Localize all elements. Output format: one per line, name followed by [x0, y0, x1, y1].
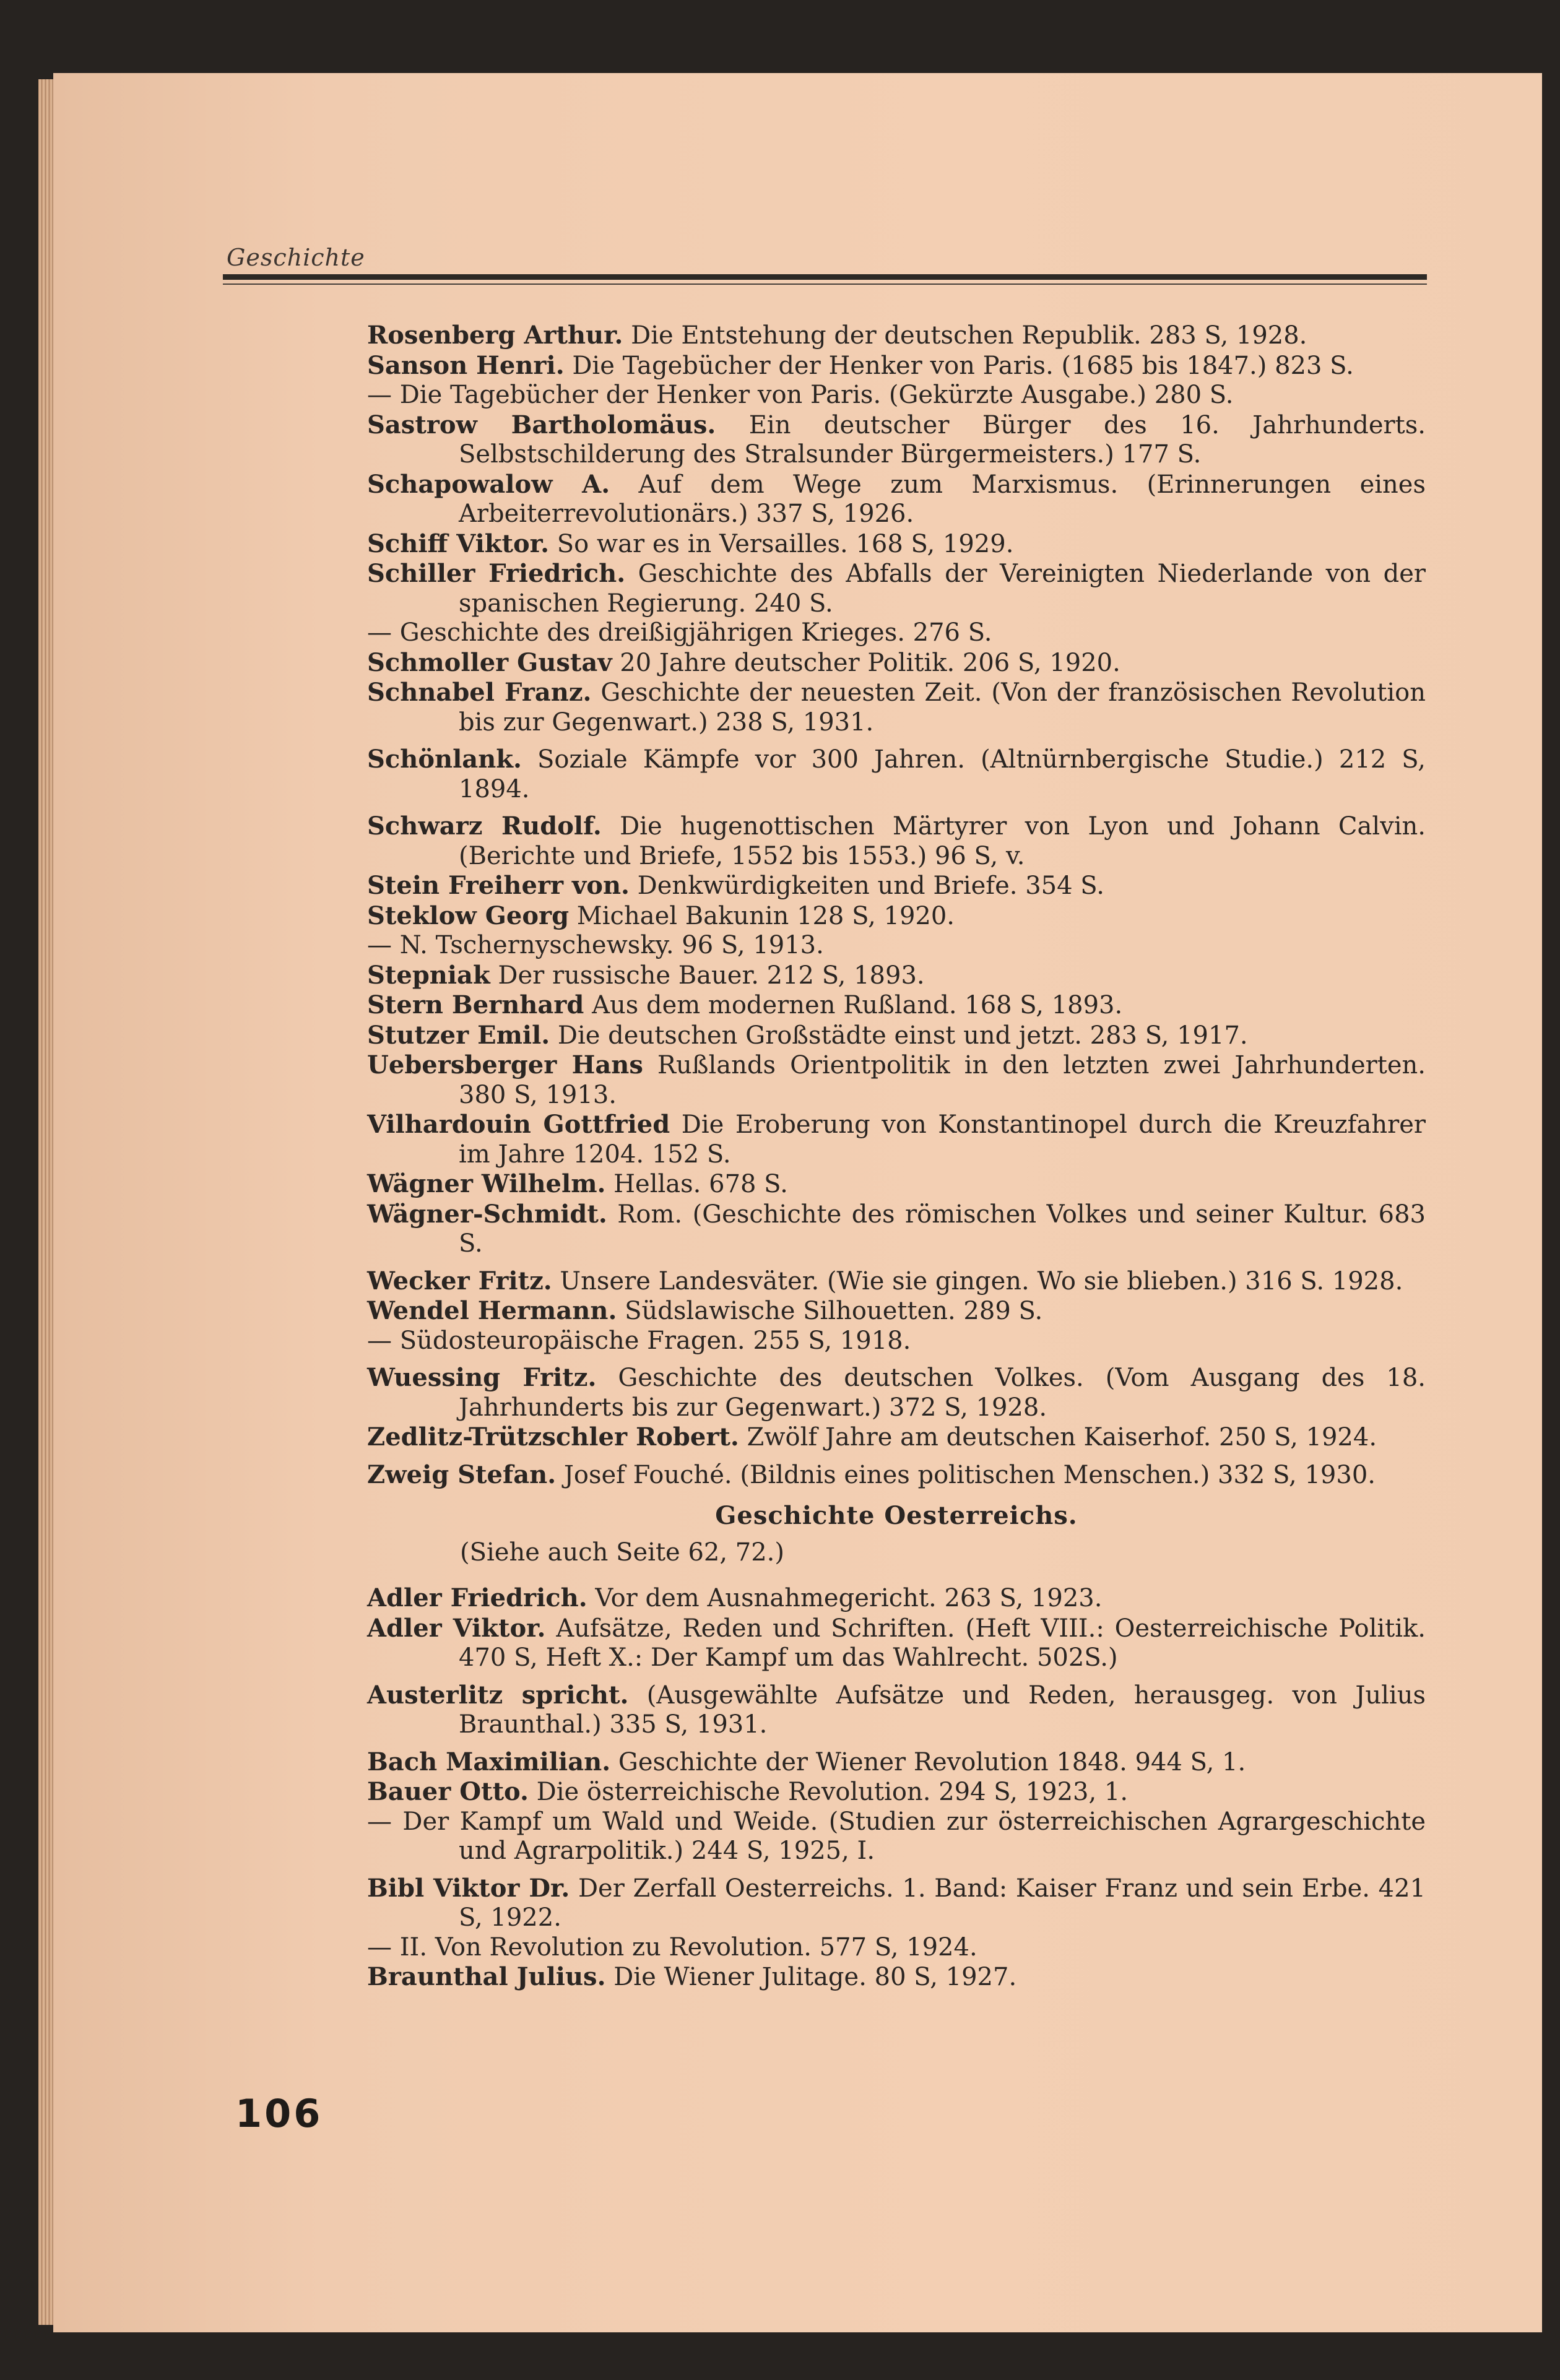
entry-author: Stepniak	[367, 960, 490, 990]
entry-text: Die österreichische Revolution. 294 S, 1923, 1.	[528, 1778, 1129, 1806]
entry-author: Vilhardouin Gottfried	[367, 1110, 670, 1139]
entry-text: Vor dem Ausnahmegericht. 263 S, 1923.	[587, 1584, 1103, 1612]
entry-text: Rußlands Orientpolitik in den letzten zwei Jahrhunderten. 380 S, 1913.	[459, 1051, 1426, 1109]
entry-author: Bibl Viktor Dr.	[367, 1873, 570, 1903]
section-heading: Geschichte Oesterreichs.	[715, 1501, 1078, 1530]
entry-author: Sastrow Bartholomäus.	[367, 410, 716, 439]
entry-text: Geschichte des deutschen Volkes. (Vom Ausgang des 18. Jahrhunderts bis zur Gegenwart.) 372 S, 1928.	[459, 1364, 1426, 1422]
entry-text: Der Zerfall Oesterreichs. 1. Band: Kaiser Franz und sein Erbe. 421 S, 1922.	[459, 1874, 1426, 1932]
list-item	[367, 901, 1426, 932]
entry-author: Zweig Stefan.	[367, 1460, 557, 1489]
entry-text: Die Tagebücher der Henker von Paris. (1685 bis 1847.) 823 S.	[564, 351, 1354, 380]
entry-author: —	[367, 381, 392, 409]
entry-author: Steklow Georg	[367, 901, 570, 930]
entry-text: II. Von Revolution zu Revolution. 577 S, 1924.	[392, 1932, 977, 1962]
entry-author: Braunthal Julius.	[367, 1962, 606, 1991]
entry-author: Schapowalow A.	[367, 469, 610, 499]
entry-author: Adler Viktor.	[367, 1613, 546, 1643]
entry-text: Geschichte der Wiener Revolution 1848. 944 S, 1.	[610, 1747, 1246, 1776]
list-item	[367, 410, 1426, 470]
entry-author: Rosenberg Arthur.	[367, 321, 623, 350]
entry-text: Zwölf Jahre am deutschen Kaiserhof. 250 S, 1924.	[739, 1423, 1377, 1452]
list-item	[367, 351, 1426, 381]
entry-text: Südosteuropäische Fragen. 255 S, 1918.	[392, 1326, 911, 1355]
page-number: 106	[235, 2091, 323, 2136]
list-item	[367, 1200, 1426, 1259]
entry-author: Zedlitz-Trützschler Robert.	[367, 1422, 739, 1452]
list-item	[367, 1583, 1426, 1614]
list-item	[367, 931, 1426, 961]
entry-text: Die Tagebücher der Henker von Paris. (Gekürzte Ausgabe.) 280 S.	[392, 381, 1234, 409]
entry-text: Unsere Landesväter. (Wie sie gingen. Wo sie blieben.) 316 S. 1928.	[552, 1266, 1403, 1296]
list-item	[367, 1962, 1426, 1993]
entry-text: Südslawische Silhouetten. 289 S.	[617, 1297, 1043, 1325]
entry-text: Auf dem Wege zum Marxismus. (Erinnerungen eines Arbeiterrevolutionärs.) 337 S, 1926.	[459, 470, 1426, 528]
list-item	[367, 1874, 1426, 1933]
entry-author: Schönlank.	[367, 745, 522, 774]
entry-text: Hellas. 678 S.	[605, 1170, 788, 1198]
list-item	[367, 1110, 1426, 1169]
list-item	[367, 321, 1426, 351]
entry-text: Ein deutscher Bürger des 16. Jahrhunderts. Selbstschilderung des Stralsunder Bürgermeisters.) 177 S.	[459, 410, 1426, 469]
entry-text: Soziale Kämpfe vor 300 Jahren. (Altnürnbergische Studie.) 212 S, 1894.	[459, 745, 1426, 803]
list-item	[367, 745, 1426, 804]
list-item	[367, 990, 1426, 1021]
list-item	[367, 1460, 1426, 1491]
entry-text: 20 Jahre deutscher Politik. 206 S, 1920.	[612, 648, 1120, 677]
list-item	[367, 1422, 1426, 1453]
entry-author: Stein Freiherr von.	[367, 871, 630, 900]
entry-text: Geschichte des dreißigjährigen Krieges. 276 S.	[392, 618, 992, 647]
entry-author: Bauer Otto.	[367, 1777, 529, 1806]
entry-text: Rom. (Geschichte des römischen Volkes und seiner Kultur. 683 S.	[459, 1200, 1426, 1258]
list-item	[367, 1363, 1426, 1422]
entry-author: —	[367, 1807, 392, 1836]
header-rule-thin	[223, 283, 1427, 285]
see-also-note: (Siehe auch Seite 62, 72.)	[460, 1538, 784, 1567]
entry-text: Die deutschen Großstädte einst und jetzt. 283 S, 1917.	[550, 1021, 1248, 1050]
list-item	[367, 1933, 1426, 1963]
list-item	[367, 529, 1426, 560]
entry-author: Schwarz Rudolf.	[367, 811, 602, 841]
entry-text: So war es in Versailles. 168 S, 1929.	[549, 529, 1014, 558]
entry-author: —	[367, 1932, 392, 1962]
list-item	[367, 1296, 1426, 1326]
entry-text: Josef Fouché. (Bildnis eines politischen Menschen.) 332 S, 1930.	[556, 1460, 1376, 1489]
entry-author: Schiff Viktor.	[367, 529, 550, 558]
list-item	[367, 618, 1426, 648]
list-item	[367, 1614, 1426, 1673]
list-item	[367, 811, 1426, 871]
list-item	[367, 381, 1426, 410]
list-item	[367, 1050, 1426, 1110]
list-item	[367, 1681, 1426, 1740]
entry-text: Die Eroberung von Konstantinopel durch die Kreuzfahrer im Jahre 1204. 152 S.	[459, 1110, 1426, 1169]
list-item	[367, 1807, 1426, 1866]
entry-text: Der Kampf um Wald und Weide. (Studien zur österreichischen Agrargeschichte und Agrarpolitik.) 244 S, 1925, I.	[392, 1807, 1426, 1865]
running-head: Geschichte	[227, 244, 365, 271]
entry-text: Michael Bakunin 128 S, 1920.	[569, 901, 955, 930]
entry-author: Bach Maximilian.	[367, 1747, 611, 1776]
entry-author: Wägner-Schmidt.	[367, 1199, 607, 1229]
entry-text: Aus dem modernen Rußland. 168 S, 1893.	[584, 991, 1123, 1019]
entry-text: Die Wiener Julitage. 80 S, 1927.	[605, 1963, 1017, 1991]
entry-text: (Ausgewählte Aufsätze und Reden, herausgeg. von Julius Braunthal.) 335 S, 1931.	[459, 1681, 1426, 1739]
list-item	[367, 1169, 1426, 1200]
entry-text: Aufsätze, Reden und Schriften. (Heft VIII.: Oesterreichische Politik. 470 S, Heft X.: Der Kampf um das Wahlrecht. 502S.)	[459, 1614, 1426, 1672]
bibliography-list	[367, 321, 1426, 1993]
list-item	[367, 1266, 1426, 1297]
entry-text: Die Entstehung der deutschen Republik. 283 S, 1928.	[623, 321, 1307, 350]
entry-text: Geschichte der neuesten Zeit. (Von der französischen Revolution bis zur Gegenwart.) 238 S, 1931.	[459, 678, 1426, 737]
entry-author: Wendel Hermann.	[367, 1296, 617, 1325]
list-item	[367, 1777, 1426, 1807]
entry-author: Wecker Fritz.	[367, 1266, 552, 1296]
entry-author: Schnabel Franz.	[367, 678, 592, 707]
entry-text: N. Tschernyschewsky. 96 S, 1913.	[392, 931, 824, 959]
list-item	[367, 1021, 1426, 1051]
list-item	[367, 559, 1426, 618]
entry-author: Wuessing Fritz.	[367, 1363, 597, 1392]
entry-author: —	[367, 931, 392, 959]
list-item	[367, 470, 1426, 529]
list-item	[367, 871, 1426, 901]
header-rule	[223, 274, 1427, 280]
list-item	[367, 678, 1426, 737]
entry-text: Die hugenottischen Märtyrer von Lyon und Johann Calvin. (Berichte und Briefe, 1552 bis 1553.) 96 S, v.	[459, 812, 1426, 870]
list-item	[367, 1326, 1426, 1356]
entry-author: Austerlitz spricht.	[367, 1680, 629, 1710]
list-item	[367, 1747, 1426, 1778]
entry-text: Denkwürdigkeiten und Briefe. 354 S.	[629, 872, 1104, 900]
entry-author: Sanson Henri.	[367, 350, 565, 380]
list-item	[367, 648, 1426, 678]
entry-text: Der russische Bauer. 212 S, 1893.	[490, 961, 925, 990]
entry-author: Stern Bernhard	[367, 990, 584, 1019]
entry-author: Adler Friedrich.	[367, 1583, 587, 1612]
entry-author: Uebersberger Hans	[367, 1050, 643, 1080]
entry-author: Schiller Friedrich.	[367, 559, 626, 588]
entry-text: Geschichte des Abfalls der Vereinigten Niederlande von der spanischen Regierung. 240 S.	[459, 560, 1426, 618]
entry-author: Wägner Wilhelm.	[367, 1169, 606, 1198]
entry-author: Schmoller Gustav	[367, 647, 612, 677]
entry-author: —	[367, 618, 392, 647]
list-item	[367, 961, 1426, 991]
entry-author: —	[367, 1326, 392, 1355]
entry-author: Stutzer Emil.	[367, 1020, 550, 1050]
